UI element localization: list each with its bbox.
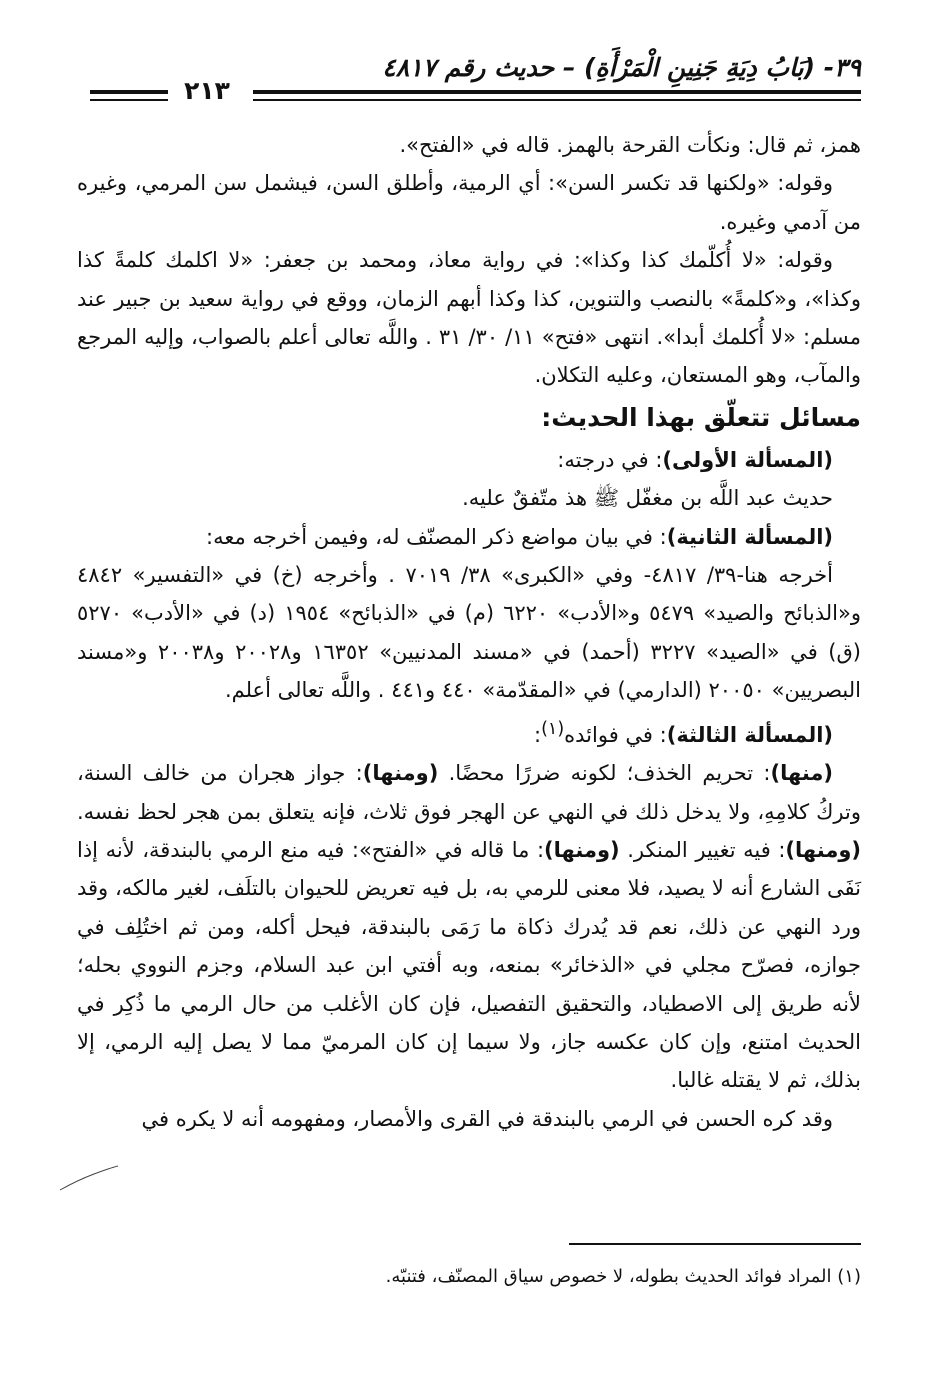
- benefit-1-text: : تحريم الخذف؛ لكونه ضررًا محضًا.: [448, 761, 771, 786]
- paragraph-last: وقد كره الحسن في الرمي بالبندقة في القرى والأمصار، ومفهومه أنه لا يكره في: [141, 1106, 833, 1131]
- question-1-label: (المسألة الأولى): [662, 447, 833, 472]
- benefit-3-text: : فيه تغيير المنكر.: [627, 837, 786, 862]
- running-title: ٣٩- (بَابُ دِيَةِ جَنِينِ الْمَرْأَةِ) – حديث رقم ٤٨١٧: [382, 53, 861, 82]
- benefits-paragraph: [77, 754, 861, 1100]
- question-3-text: : في فوائده: [564, 722, 667, 747]
- question-3: [77, 710, 861, 754]
- question-1-text: : في درجته:: [557, 447, 663, 472]
- benefit-3-label: (ومنها): [785, 837, 861, 862]
- benefit-4-text: : ما قاله في «الفتح»: فيه منع الرمي بالبندقة، لأنه إذا نَفَى الشارع أنه لا يصيد، فلا معنى للرمي به، بل فيه تعريض للحيوان بالتلَف، لغير مالكه، وقد ورد النهي عن ذلك، نعم قد يُدرك ذكاة ما رَمَى بالبندقة، فيحل أكله، ومن ثم اختُلِف في جوازه، فصرّح مجلي في «الذخائر» بمنعه، وبه أفتي ابن عبد السلام، وجزم النووي بحله؛ لأنه طريق إلى الاصطياد، والتحقيق التفصيل، فإن كان الأغلب من حال الرمي ما ذُكِر في الحديث امتنع، وإن كان عكسه جاز، ولا سيما إن كان المرميّ مما لا يصل إليه الرمي، إلا بذلك، ثم لا يقتله غالبا.: [77, 837, 861, 1093]
- question-1-body: حديث عبد اللَّه بن مغفّل ﷺ هذ متّفقٌ عليه.: [462, 486, 833, 511]
- paragraph-2: وقوله: «ولكنها قد تكسر السن»: أي الرمية، وأطلق السن، فيشمل سن المرمي، وغيره من آدمي وغيره.: [77, 171, 861, 234]
- main-text: [77, 126, 861, 1138]
- benefit-4-label: (ومنها): [544, 837, 620, 862]
- question-3-label: (المسألة الثالثة): [666, 722, 833, 747]
- footnote-ref: (١): [541, 718, 565, 739]
- footnote-rule: [569, 1243, 861, 1245]
- section-heading: مسائل تتعلّق بهذا الحديث:: [541, 402, 861, 432]
- pen-mark: [58, 1160, 120, 1194]
- question-2-text: : في بيان مواضع ذكر المصنّف له، وفيمن أخرجه معه:: [206, 524, 667, 549]
- question-3-colon: :: [534, 722, 542, 747]
- question-1: [77, 441, 861, 479]
- paragraph-3: وقوله: «لا أُكلّمك كذا وكذا»: في رواية معاذ، ومحمد بن جعفر: «لا اكلمك كلمةً كذا وكذا»، و«كلمةً» بالنصب والتنوين، كذا وكذا أبهم الزمان، ووقع في رواية سعيد بن جبير عند مسلم: «لا أُكلمك أبدا». انتهى «فتح» ١١/ ٣٠/ ٣١ . واللَّه تعالى أعلم بالصواب، وإليه المرجع والمآب، وهو المستعان، وعليه التكلان.: [77, 248, 861, 388]
- benefit-2-text: : جواز هجران من خالف السنة، وتركُ كلامِهِ، ولا يدخل ذلك في النهي عن الهجر فوق ثلاث، فإنه يتعلق بمن هجر لحظ نفسه.: [77, 761, 861, 824]
- paragraph-1: همز، ثم قال: ونكأت القرحة بالهمز. قاله في «الفتح».: [399, 133, 861, 157]
- page-number-rule: [90, 90, 168, 101]
- question-2: [77, 518, 861, 556]
- question-2-body: أخرجه هنا-٣٩/ ٤٨١٧- وفي «الكبرى» ٣٨/ ٧٠١٩ . وأخرجه (خ) في «التفسير» ٤٨٤٢ و«الذبائح والصيد» ٥٤٧٩ و«الأدب» ٦٢٢٠ (م) في «الذبائح» ١٩٥٤ (د) في «الأدب» ٥٢٧٠ (ق) في «الصيد» ٣٢٢٧ (أحمد) في «مسند المدنيين» ١٦٣٥٢ و٢٠٠٢٨ و٢٠٠٣٨ و«مسند البصريين» ٢٠٠٥٠ (الدارمي) في «المقدّمة» ٤٤٠ و٤٤١ . واللَّه تعالى أعلم.: [77, 563, 861, 703]
- header-rule: [253, 90, 861, 101]
- question-2-label: (المسألة الثانية): [666, 524, 833, 549]
- benefit-1-label: (منها): [770, 761, 833, 786]
- page-number: ٢١٣: [184, 76, 230, 105]
- benefit-2-label: (ومنها): [362, 761, 439, 786]
- footnote: (١) المراد فوائد الحديث بطوله، لا خصوص سياق المصنّف، فتنبّه.: [385, 1266, 861, 1287]
